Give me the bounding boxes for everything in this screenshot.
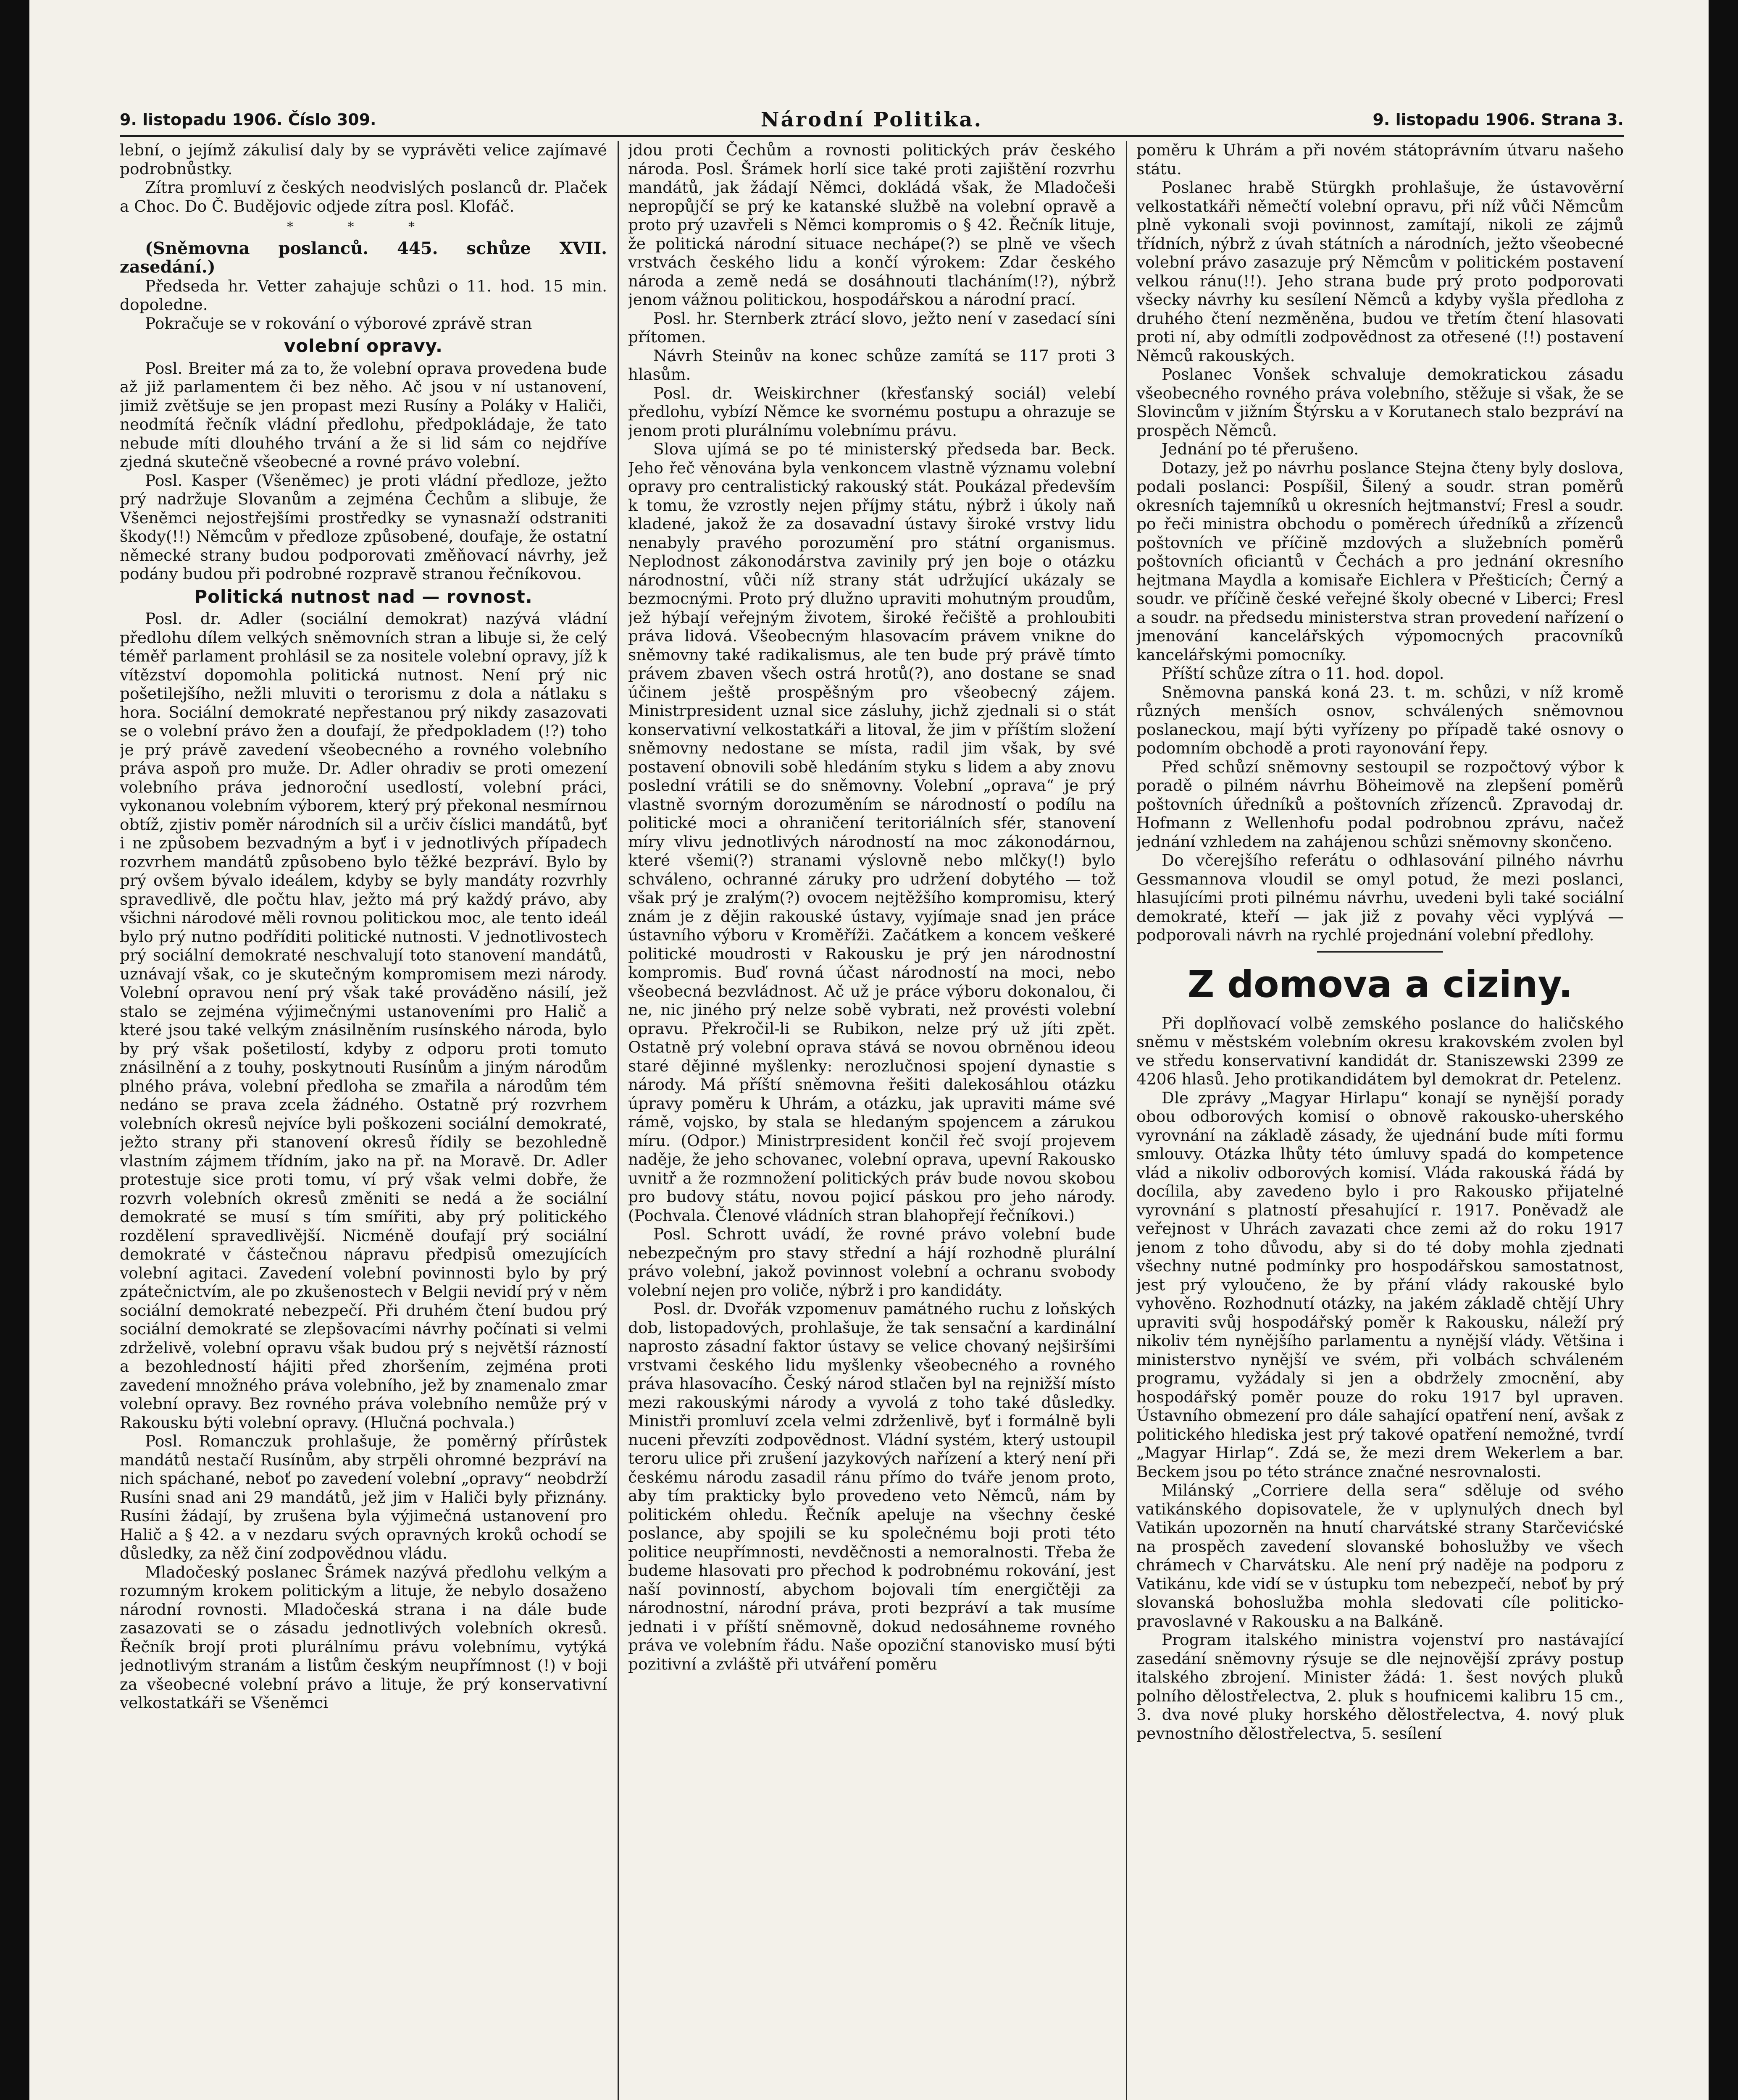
paragraph: Před schůzí sněmovny sestoupil se rozpočtový výbor k poradě o pilném návrhu Böheimově na zlepšení poměrů poštovních úředníků a poštovních zřízenců. Zpravodaj dr. Hofmann z Wellenhofu podal podrobnou zprávu, načež jednání vzhledem na zahájenou schůzi sněmovny skončeno. xyxy=(1136,757,1624,851)
paragraph: Při doplňovací volbě zemského poslance do haličského sněmu v městském volebním okresu krakovském zvolen byl ve středu konservativní kandidát dr. Staniszewski 2399 ze 4206 hlasů. Jeho protikandidátem byl demokrat dr. Petelenz. xyxy=(1136,1013,1624,1088)
subheading: Politická nutnost nad — rovnost. xyxy=(194,586,533,607)
header-date-page: 9. listopadu 1906. Strana 3. xyxy=(1373,110,1624,129)
paragraph: Příští schůze zítra o 11. hod. dopol. xyxy=(1162,664,1444,682)
paragraph: Posl. Romanczuk prohlašuje, že poměrný přírůstek mandátů nestačí Rusínům, aby strpěli ohromné bezpráví na nich spáchané, neboť po zavedení volební „opravy“ neobdrží Rusíni snad ani 29 mandátů, jež jim v Haliči byly přiznány. Rusíni žádají, by zrušena byla výjimečná ustanovení pro Halič a § 42. a v nezdaru svých opravných kroků ochodí se důsledky, za něž činí zodpovědnou vládu. xyxy=(120,1432,607,1562)
subheading: volební opravy. xyxy=(284,336,443,356)
newspaper-page xyxy=(120,107,1624,2100)
paragraph: Posl. dr. Weiskirchner (křesťanský sociál) velebí předlohu, vybízí Němce ke svornému postupu a ohrazuje se jenom proti plurálnímu volebnímu právu. xyxy=(628,383,1115,440)
scan-edge-left xyxy=(0,0,29,2100)
paragraph: jdou proti Čechům a rovnosti politických práv českého národa. Posl. Šrámek horlí sice také proti zajištění rozvrhu mandátů, jak žádají Němci, dokládá však, že Mladočeši nepropůjčí se prý ke katanské službě na volební opravě a proto prý uzavřeli s Němci kompromis o § 42. Řečník lituje, že politická národní situace nechápe(?) se plně ve všech vrstvách českého lidu a končí výrokem: Zdar českého národa a země nedá se dosáhnouti tlacháním(!?), nýbrž jenom vážnou politickou, hospodářskou a národní prací. xyxy=(628,141,1115,309)
scan-edge-right xyxy=(1709,0,1738,2100)
column-3 xyxy=(1136,141,1624,2100)
masthead-title: Národní Politika. xyxy=(760,108,983,131)
paragraph: Milánský „Corriere della sera“ sděluje od svého vatikánského dopisovatele, že v uplynulých dnech byl Vatikán upozorněn na hnutí charvátské strany Starčevićské na prospěch zavedení slovanské bohoslužby ve všech chrámech v Charvátsku. Ale není prý naděje na podporu z Vatikánu, kde vidí se v ústupku tom nebezpečí, neboť by prý slovanská bohoslužba mohla sledovati cíle politicko-pravoslavné v Rakousku a na Balkáně. xyxy=(1136,1481,1624,1630)
paragraph: Posl. Kasper (Všeněmec) je proti vládní předloze, ježto prý nadržuje Slovanům a zejména Čechům a slibuje, že Všeněmci nejostřejšími prostředky se vynasnaží odstraniti škody(!!) Němcům v předloze způsobené, doufaje, že ostatní německé strany budou podporovati změňovací návrhy, jež podány budou při podrobné rozpravě stranou řečníkovou. xyxy=(120,471,607,583)
paragraph: Posl. hr. Sternberk ztrácí slovo, ježto není v zasedací síni přítomen. xyxy=(628,309,1115,346)
paragraph: Dotazy, jež po návrhu poslance Stejna čteny byly doslova, podali poslanci: Pospíšil, Šilený a soudr. stran poměrů okresních tajemníků u okresních hejtmanství; Fresl a soudr. po řeči ministra obchodu o poměrech úředníků a zřízenců poštovních ve příčině mzdových a služebních poměrů poštovních oficiantů v Čechách a pro jednání okresního hejtmana Maydla a komisaře Eichlera v Přešticích; Černý a soudr. ve příčině české veřejné školy obecné v Liberci; Fresl a soudr. na předsedu ministerstva stran provedení nařízení o jmenování kancelářských výpomocných pracovníků kancelářskými pomocníky. xyxy=(1136,458,1624,664)
section-rule xyxy=(1317,951,1443,953)
paragraph: Pokračuje se v rokování o výborové zprávě stran xyxy=(145,314,532,333)
paragraph: Návrh Steinův na konec schůze zamítá se 117 proti 3 hlasům. xyxy=(628,346,1115,383)
separator-stars: * * * xyxy=(287,220,440,234)
paragraph: Posl. Breiter má za to, že volební oprava provedena bude až již parlamentem či bez něho. Ač jsou v ní ustanovení, jimiž zvětšuje se jen propast mezi Rusíny a Poláky v Haliči, neodmítá řečník vládní předlohu, předpokládaje, že tato nebude míti dlouhého trvání a že si lid sám co nejdříve zjedná skutečně všeobecné a rovné právo volební. xyxy=(120,359,607,471)
column-divider xyxy=(618,141,619,2100)
paragraph: Posl. Schrott uvádí, že rovné právo volební bude nebezpečným pro stavy střední a hájí rozhodně plurální právo volební, jakož povinnost volební a ochranu svobody volební nejen pro voliče, nýbrž i pro kandidáty. xyxy=(628,1225,1115,1299)
paragraph: Předseda hr. Vetter zahajuje schůzi o 11. hod. 15 min. dopoledne. xyxy=(120,276,607,314)
session-heading: (Sněmovna poslanců. 445. schůze XVII. zasedání.) xyxy=(120,238,607,277)
paragraph: Program italského ministra vojenství pro nastávající zasedání sněmovny rýsuje se dle nejnovější zprávy postup italského zbrojení. Minister žádá: 1. šest nových pluků polního dělostřelectva, 2. pluk s houfnicemi kalibru 15 cm., 3. dva nové pluky horského dělostřelectva, 4. nový pluk pevnostního dělostřelectva, 5. sesílení xyxy=(1136,1630,1624,1743)
column-1 xyxy=(120,141,607,2100)
header-date-issue: 9. listopadu 1906. Číslo 309. xyxy=(120,110,376,129)
section-title: Z domova a ciziny. xyxy=(1187,962,1573,1006)
paragraph: Do včerejšího referátu o odhlasování pilného návrhu Gessmannova vloudil se omyl potud, že mezi poslanci, hlasujícími proti pilnému návrhu, uvedeni byli také sociální demokraté, kteří — jak již z povahy věci vyplývá — podporovali návrh na rychlé projednání volební předlohy. xyxy=(1136,851,1624,944)
paragraph: poměru k Uhrám a při novém státoprávním útvaru našeho státu. xyxy=(1136,141,1624,178)
page-header xyxy=(120,107,1624,132)
paragraph: Posl. dr. Dvořák vzpomenuv památného ruchu z loňských dob, listopadových, prohlašuje, že tak sensační a kardinální naprosto zásadní faktor ústavy se velice chovaný nejširšími vrstvami českého lidu myšlenky všeobecného a rovného práva hlasovacího. Český národ stlačen byl na rejnižší místo mezi rakouskými národy a vyvolá z toho také důsledky. Ministři promluví zcela velmi zdrženlivě, byť i formálně byli nuceni převzíti zodpovědnost. Vládní systém, který ustoupil teroru ulice při zrušení jazykových nařízení a který není při českému národu zasadil ránu přímo do tváře jenom proto, aby tím prakticky bylo provedeno veto Němců, nám by politickém ohledu. Řečník apeluje na všechny české poslance, aby spojili se ku společnému boji proti této politice neupřímnosti, nevděčnosti a nemoralnosti. Třeba že budeme hlasovati pro přechod k podrobnému rokování, jest naší povinností, abychom bojovali tím energičtěji za národnostní, národní práva, proti bezpráví a tak musíme jednati i v příští sněmovně, dokud nedosáhneme rovného práva ve volebním řádu. Naše opoziční stanovisko musí býti pozitivní a zvláště při utváření poměru xyxy=(628,1299,1115,1673)
header-rule xyxy=(120,135,1624,137)
column-divider xyxy=(1126,141,1127,2100)
paragraph: lební, o jejímž zákulisí daly by se vyprávěti velice zajímavé podrobnůstky. xyxy=(120,141,607,178)
paragraph: Mladočeský poslanec Šrámek nazývá předlohu velkým a rozumným krokem politickým a lituje, že nebylo dosaženo národní rovnosti. Mladočeská strana i na dále bude zasazovati se o zásadu jednotlivých volebních okresů. Řečník brojí proti plurálnímu právu volebnímu, vytýká jednotlivým stranám a listům českým neupřímnost (!) v boji za všeobecné volební právo a lituje, že prý konservativní velkostatkáři se Všeněmci xyxy=(120,1562,607,1712)
paragraph: Sněmovna panská koná 23. t. m. schůzi, v níž kromě různých menších osnov, schválených sněmovnou poslaneckou, mají býti vyřízeny po případě také osnovy o podomním obchodě a proti rayonování řepy. xyxy=(1136,682,1624,757)
paragraph: Zítra promluví z českých neodvislých poslanců dr. Plaček a Choc. Do Č. Budějovic odjede zítra posl. Klofáč. xyxy=(120,178,607,215)
column-2 xyxy=(628,141,1115,2100)
paragraph: Dle zprávy „Magyar Hirlapu“ konají se nynější porady obou odborových komisí o obnově rakousko-uherského vyrovnání na základě zásady, že ujednání bude míti formu smlouvy. Otázka lhůty této úmluvy spadá do kompetence vlád a nikoliv odborových komisí. Vláda rakouská řádá by docílila, aby zavedeno bylo i pro Rakousko přijatelné vyrovnání s platností přesahující r. 1917. Poněvadž ale veřejnost v Uhrách zavazati chce zemi až do roku 1917 jenom z toho důvodu, aby si do té doby mohla zjednati všechny nutné podmínky pro hospodářskou samostatnost, jest prý vyloučeno, že by přání vlády rakouské bylo vyhověno. Rozhodnutí otázky, na jakém základě chtějí Uhry upraviti svůj hospodářský poměr k Rakousku, náleží prý nikoliv tém nynějšího parlamentu a nynější vlády. Většina i ministerstvo nynější ve svém, při volbách schváleném programu, vyžádaly si jen a obdržely zmocnění, aby hospodářský poměr pouze do roku 1917 byl upraven. Ústavního obmezení pro dále sahající opatření není, avšak z politického hlediska jest prý takové opatření nemožné, tvrdí „Magyar Hirlap“. Zdá se, že mezi drem Wekerlem a bar. Beckem jsou po této stránce značné nesrovnalosti. xyxy=(1136,1088,1624,1481)
paragraph: Poslanec Vonšek schvaluje demokratickou zásadu všeobecného rovného práva volebního, stěžuje si však, že se Slovincům v jižním Štýrsku a v Korutanech stalo bezpráví na prospěch Němců. xyxy=(1136,365,1624,440)
paragraph: Poslanec hrabě Stürgkh prohlašuje, že ústavověrní velkostatkáři němečtí volební opravu, při níž vůči Němcům plně vykonali svoji povinnost, zamítají, nikoli ze zájmů třídních, nýbrž z úvah státních a národních, ježto všeobecné volební právo zasazuje prý Němcům v politickém postavení velkou ránu(!!). Jeho strana bude prý proto podporovati všecky návrhy ku sesílení Němců a kdyby vyšla předloha z druhého čtení nezměněna, budou ve třetím čtení hlasovati proti ní, aby odmítli zodpovědnost za otřesené (!!) postavení Němců rakouských. xyxy=(1136,178,1624,365)
paragraph: Slova ujímá se po té ministerský předseda bar. Beck. Jeho řeč věnována byla venkoncem vlastně významu volební opravy pro centralistický rakouský stát. Poukázal především k tomu, že vzrostly nejen příjmy státu, nýbrž i úkoly naň kladené, jakož že za dosavadní ústavy široké vrstvy lidu nenabyly pravého porozumění pro státní organismus. Neplodnost zákonodárstva zavinily prý jen boje o otázku národnostní, vůči níž strany stát udržující ukázaly se bezmocnými. Proto prý dlužno upraviti mohutným proudům, jež hýbají veřejným životem, široké řečiště a prohloubiti práva lidová. Všeobecným hlasovacím právem vnikne do sněmovny také radikalismus, ale ten bude prý právě tímto právem zbaven všech ostrá hrotů(?), ano dostane se snad účinem ještě prospěšným pro všeobecný zájem. Ministrpresident uznal sice zásluhy, jichž zjednali si o stát konservativní velkostatkáři a litoval, že jim v příštím složení sněmovny nedostane se místa, radil jim však, by své postavení obnovili sobě hledáním styku s lidem a aby znovu poslední vrátili se do sněmovny. Volební „oprava“ je prý vlastně svorným dorozuměním se národností o podílu na politické moci a ohraničení teritoriálních sfér, stanovení míry vlivu jednotlivých národností na moc zákonodárnou, které všemi(?) stranami výslovně nebo mlčky(!) bylo schváleno, ochranné záruky pro udržení dobytého — tož však prý je zralým(?) ovocem nejtěžšího kompromisu, který znám je z dějin rakouské ústavy, vyjímaje snad jen práce ústavního výboru v Kroměříži. Začátkem a koncem veškeré politické moudrosti v Rakousku je prý jen národnostní kompromis. Buď rovná účast národností na moci, nebo všeobecná bezvládnost. Ač už je práce výboru dokonalou, či ne, nic jiného prý nelze sobě vybrati, než provésti volební opravu. Překročil-li se Rubikon, nelze prý už jíti zpět. Ostatně prý volební oprava stává se novou obrněnou ideou staré dějinné myšlenky: nerozlučnosi spojení dynastie s národy. Má příští sněmovna řešiti dalekosáhlou otázku úpravy poměru k Uhrám, a otázku, jak upraviti máme své rámě, vojsko, by stala se hledaným spojencem a zárukou míru. (Odpor.) Ministrpresident končil řeč svojí projevem naděje, že jeho schovanec, volební oprava, upevní Rakousko uvnitř a že rozmnožení politických práv bude novou skobou pro budovy státu, novou pojicí páskou pro jeho národy. (Pochvala. Členové vládních stran blahopřejí řečníkovi.) xyxy=(628,440,1115,1225)
paragraph: Jednání po té přerušeno. xyxy=(1162,440,1359,458)
paragraph: Posl. dr. Adler (sociální demokrat) nazývá vládní předlohu dílem velkých sněmovních stran a libuje si, že celý téměř parlament prohlásil se za nositele volební opravy, jíž k vítězství dopomohla politická nutnost. Není prý nic pošetilejšího, nežli mluviti o terorismu z dola a nátlaku s hora. Sociální demokraté nepřestanou prý nikdy zasazovati se o volební právo žen a doufají, že předpokladem (!?) toho je prý právě zavedení všeobecného a rovného volebního práva aspoň pro muže. Dr. Adler ohradiv se proti omezení volebního práva jednoroční usedlostí, volební práci, vykonanou volebním výborem, který prý překonal nesmírnou obtíž, zjistiv poměr národních sil a určiv číslici mandátů, byť i ne způsobem bezvadným a byť i v jednotlivých případech rozvrhem mandátů způsobeno bylo těžké bezpráví. Bylo by prý ovšem bývalo ideálem, kdyby se byly mandáty rozvrhly spravedlivě, dle počtu hlav, ježto má prý každý právo, aby všichni národové měli rovnou politickou moc, ale tento ideál bylo prý nutno podříditi politické nutnosti. V jednotlivostech prý sociální demokraté neschvalují toto stanovení mandátů, uznávají však, co je skutečným kompromisem mezi národy. Volební opravou není prý však také prováděno násilí, jež stalo se zejména výjimečnými ustanoveními pro Halič a které jsou také velkým znásilněním rusínského národa, bylo by prý však pošetilostí, kdyby z odporu proti tomuto znásilnění a z touhy, poskytnouti Rusínům a jiným národům plného práva, volební předloha se zmařila a národům tém nedáno se prava zcela žádného. Ostatně prý rozvrhem volebních okresů nejvíce byli poškozeni sociální demokraté, ježto strany při stanovení okresů řídily se bezohledně vlastním zájmem třídním, jako na př. na Moravě. Dr. Adler protestuje sice proti tomu, ví prý však velmi dobře, že rozvrh volebních okresů změniti se nedá a že sociální demokraté se musí s tím smířiti, aby prý politického rozdělení spravedlivější. Nicméně doufají prý sociální demokraté v částečnou nápravu předpisů omezujících volební agitaci. Zavedení volební povinnosti bylo by prý zpátečnictvím, ale po zkušenostech v Belgii nevidí prý v něm sociální demokraté nebezpečí. Při druhém čtení budou prý sociální demokraté se zlepšovacími návrhy počínati si velmi zdrželivě, volební opravu však budou prý s největší rázností a bezohledností hájiti před zhoršením, zejména proti zavedení množného práva volebního, jež by znamenalo zmar volební opravy. Bez rovného práva volebního nemůže prý v Rakousku býti volební opravy. (Hlučná pochvala.) xyxy=(120,609,607,1432)
